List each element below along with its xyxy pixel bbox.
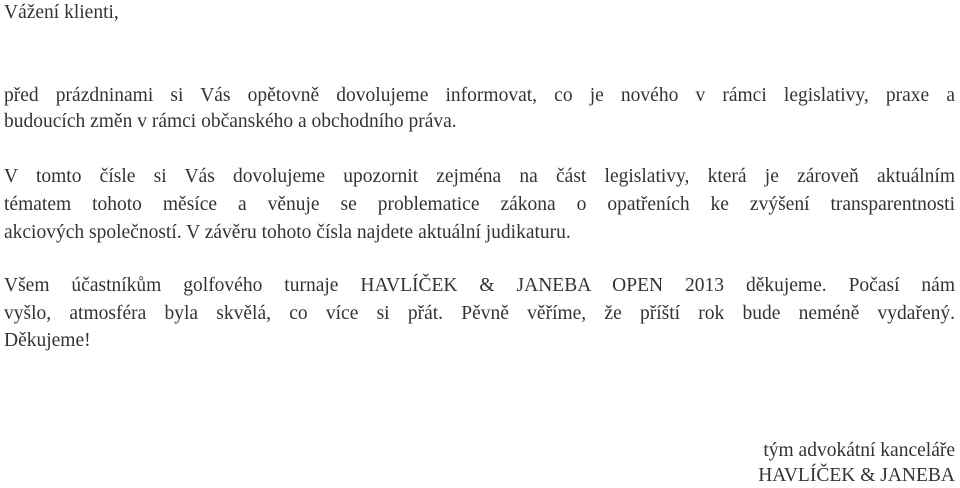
signature-firm-name: HAVLÍČEK & JANEBA (758, 465, 955, 486)
paragraph-line: V tomto čísle si Vás dovolujeme upozornit zejména na část legislativy, která je zároveň aktuálním (4, 166, 955, 187)
paragraph-line: vyšlo, atmosféra byla skvělá, co více si přát. Pěvně věříme, že příští rok bude neméně vydařený. (4, 303, 955, 324)
signature-team-line: tým advokátní kanceláře (763, 440, 955, 461)
paragraph-line: akciových společností. V závěru tohoto čísla najdete aktuální judikaturu. (4, 222, 571, 243)
paragraph-line: budoucích změn v rámci občanského a obchodního práva. (4, 111, 457, 132)
salutation: Vážení klienti, (4, 2, 119, 23)
paragraph-line: tématem tohoto měsíce a věnuje se problematice zákona o opatřeních ke zvýšení transparentnosti (4, 194, 955, 215)
paragraph-line: Děkujeme! (4, 330, 91, 351)
paragraph-line: Všem účastníkům golfového turnaje HAVLÍČEK & JANEBA OPEN 2013 děkujeme. Počasí nám (4, 275, 955, 296)
paragraph-line: před prázdninami si Vás opětovně dovolujeme informovat, co je nového v rámci legislativy, praxe a (4, 85, 955, 106)
